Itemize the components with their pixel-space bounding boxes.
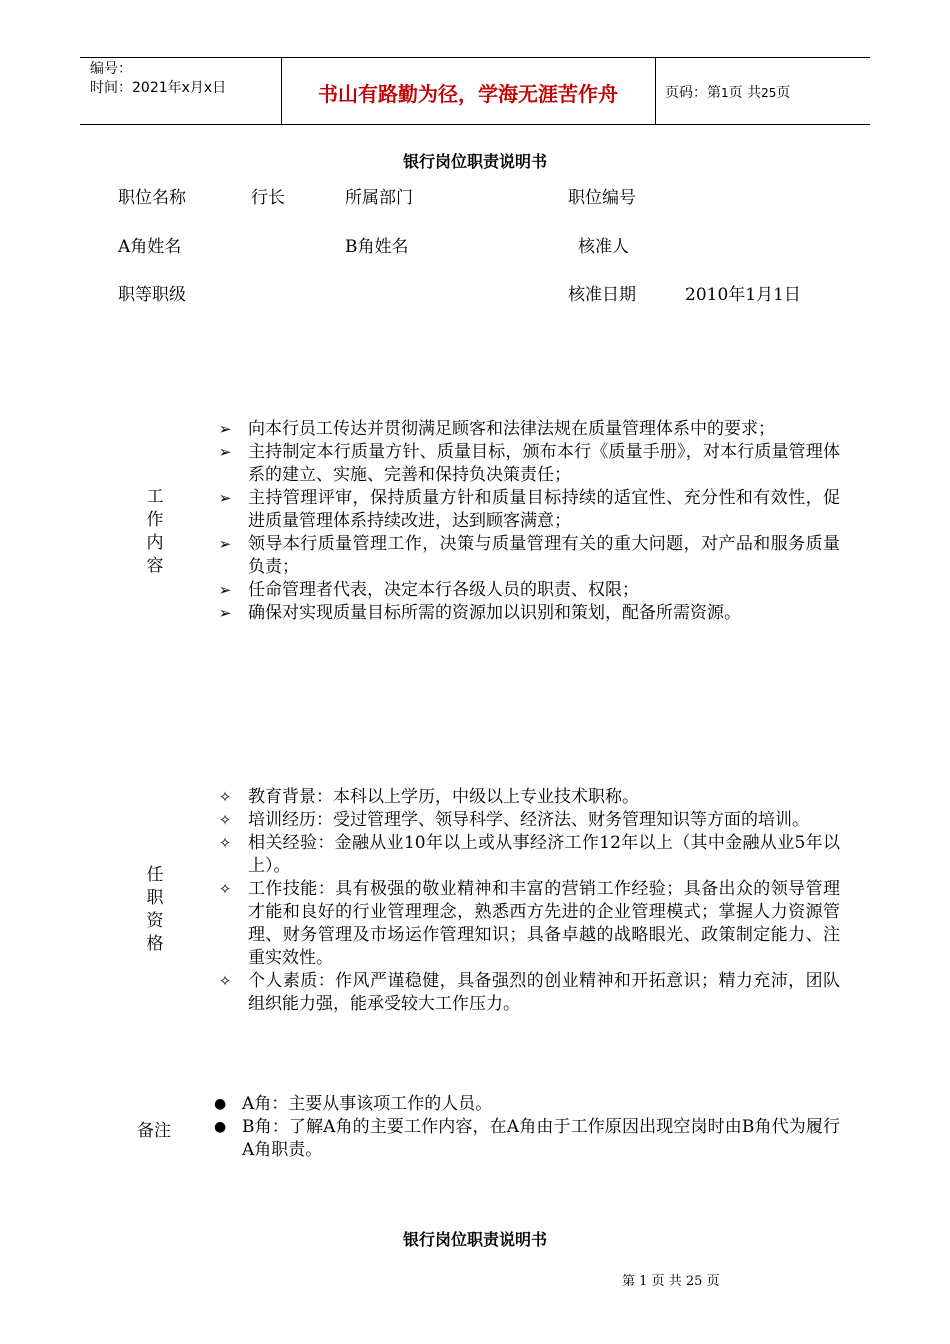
- approve-date-value: 2010年1月1日: [685, 285, 801, 305]
- grade-label: 职等职级: [118, 285, 186, 305]
- list-item: [212, 1116, 840, 1162]
- work-label-char: 内: [146, 533, 164, 553]
- header-bottom-rule: [80, 124, 870, 125]
- page-total: 25: [761, 86, 777, 100]
- work-content-list: [215, 418, 840, 625]
- page-current: 1: [721, 86, 729, 100]
- list-item-text: 相关经验：金融从业10年以上或从事经济工作12年以上（其中金融从业5年以上）。: [248, 833, 841, 876]
- list-item-text: 个人素质：作风严谨稳健，具备强烈的创业精神和开拓意识；精力充沛，团队组织能力强，能承受较大工作压力。: [248, 971, 840, 1014]
- list-item-text: 领导本行质量管理工作，决策与质量管理有关的重大问题，对产品和服务质量负责；: [248, 534, 840, 577]
- list-item: [215, 602, 840, 625]
- qualification-list: [215, 786, 840, 1016]
- page-suffix: 页: [776, 85, 791, 101]
- work-content-label: [143, 486, 167, 578]
- page-mid: 页 共: [728, 85, 762, 101]
- list-item-text: 任命管理者代表，决定本行各级人员的职责、权限；: [248, 580, 639, 600]
- list-item: [215, 441, 840, 487]
- header-divider-right: [655, 57, 656, 125]
- a-role-name-label: A角姓名: [118, 237, 182, 257]
- list-item: [215, 878, 840, 970]
- list-item: [212, 1093, 840, 1116]
- qualification-label-char: 职: [146, 888, 164, 908]
- work-label-char: 容: [146, 556, 164, 576]
- list-item-text: 主持制定本行质量方针、质量目标，颁布本行《质量手册》，对本行质量管理体系的建立、实施、完善和保持负决策责任；: [248, 442, 840, 485]
- arrowhead-bullet-icon: ➢: [218, 604, 232, 622]
- arrowhead-bullet-icon: ➢: [218, 443, 232, 461]
- document-number-label: 编号：: [90, 61, 132, 77]
- header-meta: [90, 60, 226, 98]
- document-date-label: 时间：2021年x月x日: [90, 80, 227, 96]
- footer-prefix: 第: [622, 1274, 636, 1289]
- list-item-text: 确保对实现质量目标所需的资源加以识别和策划，配备所需资源。: [248, 603, 741, 623]
- arrowhead-bullet-icon: ➢: [218, 535, 232, 553]
- approve-date-label: 核准日期: [568, 285, 636, 305]
- diamond-bullet-icon: ✧: [218, 972, 232, 990]
- list-item: [215, 418, 840, 441]
- diamond-bullet-icon: ✧: [218, 834, 232, 852]
- list-item: [215, 533, 840, 579]
- list-item: [215, 809, 840, 832]
- diamond-bullet-icon: ✧: [218, 788, 232, 806]
- b-role-name-label: B角姓名: [345, 237, 409, 257]
- work-label-char: 作: [146, 510, 164, 530]
- position-name-label: 职位名称: [118, 188, 186, 208]
- footer-current: 1: [639, 1274, 648, 1289]
- list-item: [215, 970, 840, 1016]
- header-page-info: [665, 82, 790, 102]
- diamond-bullet-icon: ✧: [218, 880, 232, 898]
- list-item-text: 教育背景：本科以上学历，中级以上专业技术职称。: [248, 787, 639, 807]
- next-document-title: 银行岗位职责说明书: [402, 1230, 547, 1249]
- list-item-text: B角：了解A角的主要工作内容，在A角由于工作原因出现空岗时由B角代为履行A角职责。: [242, 1117, 840, 1160]
- page-prefix: 页码：第: [665, 85, 721, 101]
- footer-suffix: 页: [706, 1274, 720, 1289]
- list-item-text: A角：主要从事该项工作的人员。: [242, 1094, 493, 1114]
- list-item: [215, 487, 840, 533]
- diamond-bullet-icon: ✧: [218, 811, 232, 829]
- list-item-text: 培训经历：受过管理学、领导科学、经济法、财务管理知识等方面的培训。: [248, 810, 809, 830]
- arrowhead-bullet-icon: ➢: [218, 581, 232, 599]
- dot-bullet-icon: ●: [214, 1119, 227, 1135]
- department-label: 所属部门: [345, 188, 413, 208]
- approver-label: 核准人: [578, 237, 629, 257]
- arrowhead-bullet-icon: ➢: [218, 420, 232, 438]
- footer-mid: 页 共: [651, 1274, 682, 1289]
- dot-bullet-icon: ●: [214, 1096, 227, 1112]
- qualification-label-char: 资: [146, 911, 164, 931]
- work-label-char: 工: [146, 487, 164, 507]
- list-item-text: 主持管理评审，保持质量方针和质量目标持续的适宜性、充分性和有效性，促进质量管理体系持续改进，达到顾客满意；: [248, 488, 840, 531]
- position-code-label: 职位编号: [568, 188, 636, 208]
- qualification-label-char: 格: [146, 934, 164, 954]
- list-item-text: 向本行员工传达并贯彻满足顾客和法律法规在质量管理体系中的要求；: [248, 419, 775, 439]
- list-item: [215, 786, 840, 809]
- header-top-rule: [80, 57, 870, 58]
- qualification-label: [143, 864, 167, 956]
- footer-total: 25: [685, 1274, 703, 1289]
- footer-page-number: [622, 1270, 720, 1289]
- list-item: [215, 579, 840, 602]
- document-title: 银行岗位职责说明书: [402, 152, 547, 171]
- remarks-label: 备注: [137, 1121, 171, 1141]
- header-motto: 书山有路勤为径，学海无涯苦作舟: [318, 82, 618, 106]
- list-item: [215, 832, 840, 878]
- position-name-value: 行长: [251, 188, 285, 208]
- arrowhead-bullet-icon: ➢: [218, 489, 232, 507]
- qualification-label-char: 任: [146, 865, 164, 885]
- remarks-list: [212, 1093, 840, 1162]
- list-item-text: 工作技能：具有极强的敬业精神和丰富的营销工作经验；具备出众的领导管理才能和良好的行业管理理念，熟悉西方先进的企业管理模式；掌握人力资源管理、财务管理及市场运作管理知识；具备卓越的战略眼光、政策制定能力、注重实效性。: [248, 879, 840, 968]
